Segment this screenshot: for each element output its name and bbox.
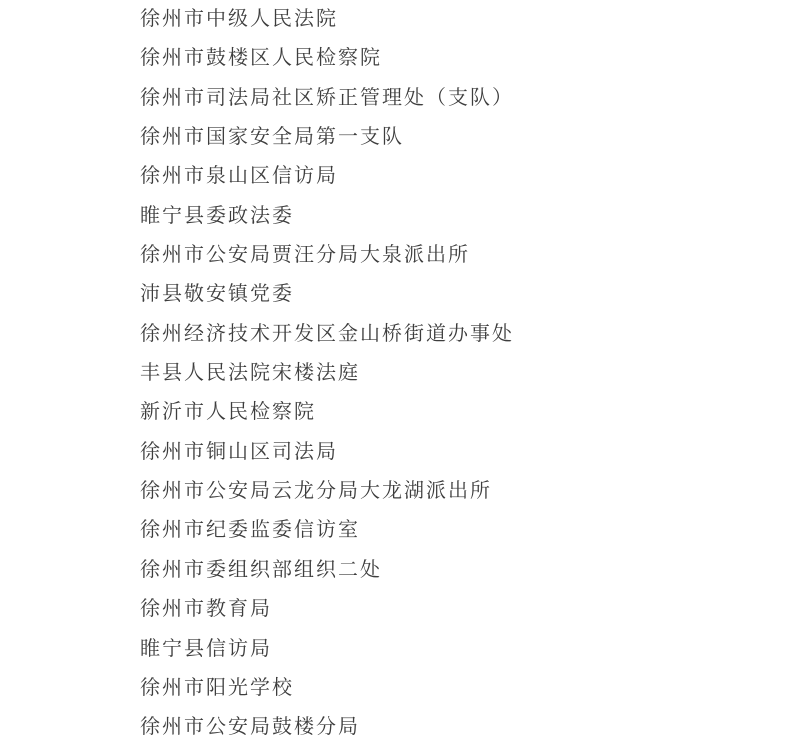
list-item: 徐州市国家安全局第一支队 bbox=[140, 126, 404, 149]
list-item: 睢宁县委政法委 bbox=[140, 204, 294, 227]
list-item: 徐州市公安局贾汪分局大泉派出所 bbox=[140, 244, 470, 267]
list-item: 徐州市公安局鼓楼分局 bbox=[140, 716, 360, 739]
list-item: 徐州市铜山区司法局 bbox=[140, 440, 338, 463]
list-item: 徐州市纪委监委信访室 bbox=[140, 519, 360, 542]
list-item: 沛县敬安镇党委 bbox=[140, 283, 294, 306]
list-item: 新沂市人民检察院 bbox=[140, 401, 316, 424]
list-item: 徐州经济技术开发区金山桥街道办事处 bbox=[140, 322, 514, 345]
list-item: 徐州市公安局云龙分局大龙湖派出所 bbox=[140, 480, 492, 503]
list-item: 睢宁县信访局 bbox=[140, 637, 272, 660]
list-item: 徐州市中级人民法院 bbox=[140, 8, 338, 30]
organization-list bbox=[140, 0, 796, 748]
list-item: 丰县人民法院宋楼法庭 bbox=[140, 362, 360, 385]
list-item: 徐州市司法局社区矫正管理处（支队） bbox=[140, 86, 514, 109]
list-item: 徐州市鼓楼区人民检察院 bbox=[140, 47, 382, 70]
list-item: 徐州市教育局 bbox=[140, 598, 272, 621]
list-item: 徐州市泉山区信访局 bbox=[140, 165, 338, 188]
list-item: 徐州市委组织部组织二处 bbox=[140, 558, 382, 581]
list-item: 徐州市阳光学校 bbox=[140, 676, 294, 699]
